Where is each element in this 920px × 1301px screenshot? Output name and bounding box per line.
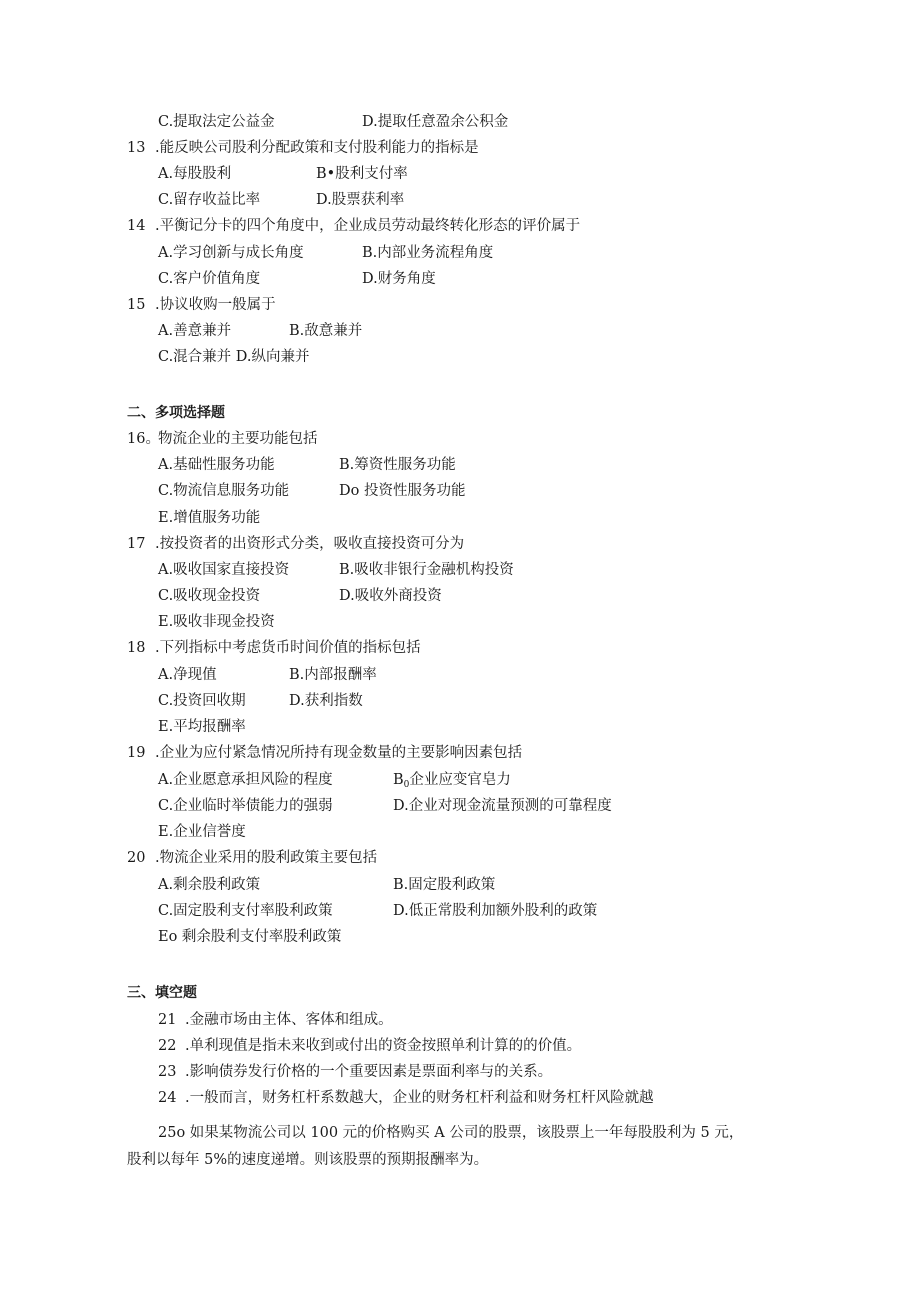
q16-option-d: Do 投资性服务功能 [339, 483, 466, 499]
q19-stem: .企业为应付紧急情况所持有现金数量的主要影响因素包括 [155, 745, 523, 761]
q19-option-a: A.企业愿意承担风险的程度 [158, 772, 333, 788]
section-fill-blank-heading: 三、填空题 [127, 985, 197, 1001]
q19-option-c: C.企业临时举债能力的强弱 [158, 798, 333, 814]
q19-number: 19 [127, 745, 146, 761]
q14-option-a: A.学习创新与成长角度 [158, 245, 304, 261]
q18-number: 18 [127, 640, 146, 656]
q24-text: .一般而言，财务杠杆系数越大，企业的财务杠杆利益和财务杠杆风险就越 [185, 1090, 654, 1106]
q16-number: 16。 [127, 431, 160, 447]
q19-option-e: E.企业信誉度 [158, 824, 246, 840]
q18-option-e: E.平均报酬率 [158, 719, 246, 735]
q17-option-e: E.吸收非现金投资 [158, 614, 275, 630]
q14-number: 14 [127, 218, 146, 234]
section-multiple-choice-heading: 二、多项选择题 [127, 405, 225, 421]
q14-option-c: C.客户价值角度 [158, 271, 261, 287]
q23-number: 23 [158, 1064, 177, 1080]
q15-option-a: A.善意兼并 [158, 323, 232, 339]
q17-option-a: A.吸收国家直接投资 [158, 562, 290, 578]
q15-stem: .协议收购一般属于 [155, 297, 276, 313]
q20-option-a: A.剩余股利政策 [158, 877, 261, 893]
q22-number: 22 [158, 1038, 177, 1054]
q19-option-b-subscript: 0 [403, 780, 410, 790]
q25-line-1: 25o 如果某物流公司以 100 元的价格购买 A 公司的股票，该股票上一年每股股利为 5 元， [158, 1125, 744, 1141]
q13-option-d: D.股票获利率 [316, 192, 405, 208]
q17-number: 17 [127, 536, 146, 552]
q19-option-b-text: 企业应变官皂力 [409, 772, 511, 788]
q14-option-b: B.内部业务流程角度 [362, 245, 494, 261]
q17-option-b: B.吸收非银行金融机构投资 [339, 562, 514, 578]
q20-number: 20 [127, 850, 146, 866]
q13-stem: .能反映公司股利分配政策和支付股利能力的指标是 [155, 140, 479, 156]
q18-option-b: B.内部报酬率 [289, 667, 377, 683]
q14-option-d: D.财务角度 [362, 271, 436, 287]
q20-option-b: B.固定股利政策 [393, 877, 496, 893]
q13-number: 13 [127, 140, 146, 156]
q20-option-d: D.低正常股利加额外股利的政策 [393, 903, 598, 919]
q16-option-e: E.增值服务功能 [158, 510, 261, 526]
q13-option-c: C.留存收益比率 [158, 192, 261, 208]
q22-text: .单利现值是指未来收到或付出的资金按照单利计算的的价值。 [185, 1038, 582, 1054]
q20-stem: .物流企业采用的股利政策主要包括 [155, 850, 378, 866]
q23-text: .影响债券发行价格的一个重要因素是票面利率与的关系。 [185, 1064, 553, 1080]
q16-option-c: C.物流信息服务功能 [158, 483, 290, 499]
q25-line-2: 股利以每年 5%的速度递增。则该股票的预期报酬率为。 [127, 1152, 489, 1168]
q24-number: 24 [158, 1090, 177, 1106]
q16-option-b: B.筹资性服务功能 [339, 457, 456, 473]
q20-option-c: C.固定股利支付率股利政策 [158, 903, 333, 919]
q15-option-cd: C.混合兼并 D.纵向兼并 [158, 349, 310, 365]
q12-option-c: C.提取法定公益金 [158, 114, 275, 130]
q17-option-c: C.吸收现金投资 [158, 588, 261, 604]
q21-number: 21 [158, 1012, 177, 1028]
q16-stem: 物流企业的主要功能包括 [158, 431, 318, 447]
q15-number: 15 [127, 297, 146, 313]
q17-stem: .按投资者的出资形式分类，吸收直接投资可分为 [155, 536, 465, 552]
q21-text: .金融市场由主体、客体和组成。 [185, 1012, 393, 1028]
q20-option-e: Eo 剩余股利支付率股利政策 [158, 929, 342, 945]
q18-stem: .下列指标中考虑货币时间价值的指标包括 [155, 640, 421, 656]
q19-option-b-letter: B [393, 772, 404, 788]
q16-option-a: A.基础性服务功能 [158, 457, 275, 473]
q18-option-a: A.净现值 [158, 667, 217, 683]
q12-option-d: D.提取任意盈余公积金 [362, 114, 509, 130]
q13-option-b: B•股利支付率 [316, 166, 408, 182]
q13-option-a: A.每股股利 [158, 166, 232, 182]
q15-option-b: B.敌意兼并 [289, 323, 363, 339]
q18-option-c: C.投资回收期 [158, 693, 246, 709]
q19-option-d: D.企业对现金流量预测的可靠程度 [393, 798, 612, 814]
q19-option-b [393, 771, 511, 794]
q18-option-d: D.获利指数 [289, 693, 363, 709]
q17-option-d: D.吸收外商投资 [339, 588, 442, 604]
q14-stem: .平衡记分卡的四个角度中，企业成员劳动最终转化形态的评价属于 [155, 218, 581, 234]
